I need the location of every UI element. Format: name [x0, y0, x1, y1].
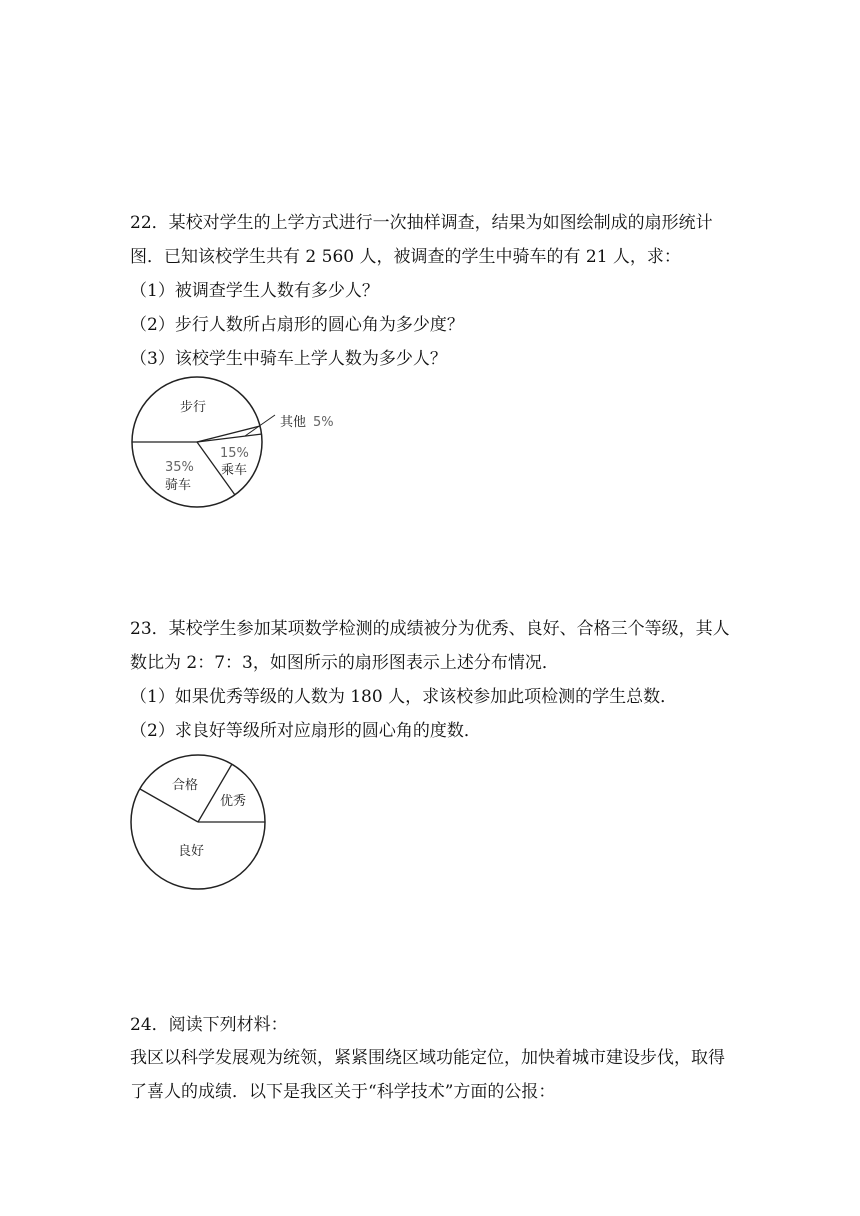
q22-label-car-pct: 15%: [220, 446, 249, 461]
q22-item-3: （3）该校学生中骑车上学人数为多少人？: [130, 349, 447, 369]
q24-line-1: 24．阅读下列材料：: [130, 1015, 288, 1035]
q22-pie-chart: [125, 378, 365, 513]
q22-label-other: 其他: [280, 415, 307, 430]
q22-label-walk: 步行: [180, 400, 207, 415]
q23-item-2: （2）求良好等级所对应扇形的圆心角的度数．: [130, 721, 481, 741]
q23-line-1: 23．某校学生参加某项数学检测的成绩被分为优秀、良好、合格三个等级，其人: [130, 619, 730, 639]
q22-label-bike-pct: 35%: [165, 460, 194, 475]
q22-line-1: 22．某校对学生的上学方式进行一次抽样调查，结果为如图绘制成的扇形统计: [130, 213, 713, 233]
q22-label-bike: 骑车: [165, 478, 192, 493]
q23-label-excellent: 优秀: [220, 794, 247, 809]
q22-label-other-pct: 5%: [313, 415, 334, 430]
q22-item-2: （2）步行人数所占扇形的圆心角为多少度？: [130, 315, 464, 335]
q23-line-2: 数比为 2：7：3，如图所示的扇形图表示上述分布情况．: [130, 653, 559, 673]
q24-line-3: 了喜人的成绩．以下是我区关于“科学技术”方面的公报：: [130, 1082, 556, 1102]
q22-label-car: 乘车: [221, 463, 248, 478]
q23-item-1: （1）如果优秀等级的人数为 180 人，求该校参加此项检测的学生总数．: [130, 687, 678, 707]
q24-line-2: 我区以科学发展观为统领，紧紧围绕区域功能定位，加快着城市建设步伐，取得: [130, 1048, 725, 1068]
q22-line-2: 图．已知该校学生共有 2 560 人，被调查的学生中骑车的有 21 人，求：: [130, 247, 681, 267]
q22-item-1: （1）被调查学生人数有多少人？: [130, 281, 379, 301]
q23-label-pass: 合格: [172, 778, 199, 793]
q23-label-good: 良好: [178, 844, 205, 859]
q23-pie-chart: [128, 752, 273, 897]
